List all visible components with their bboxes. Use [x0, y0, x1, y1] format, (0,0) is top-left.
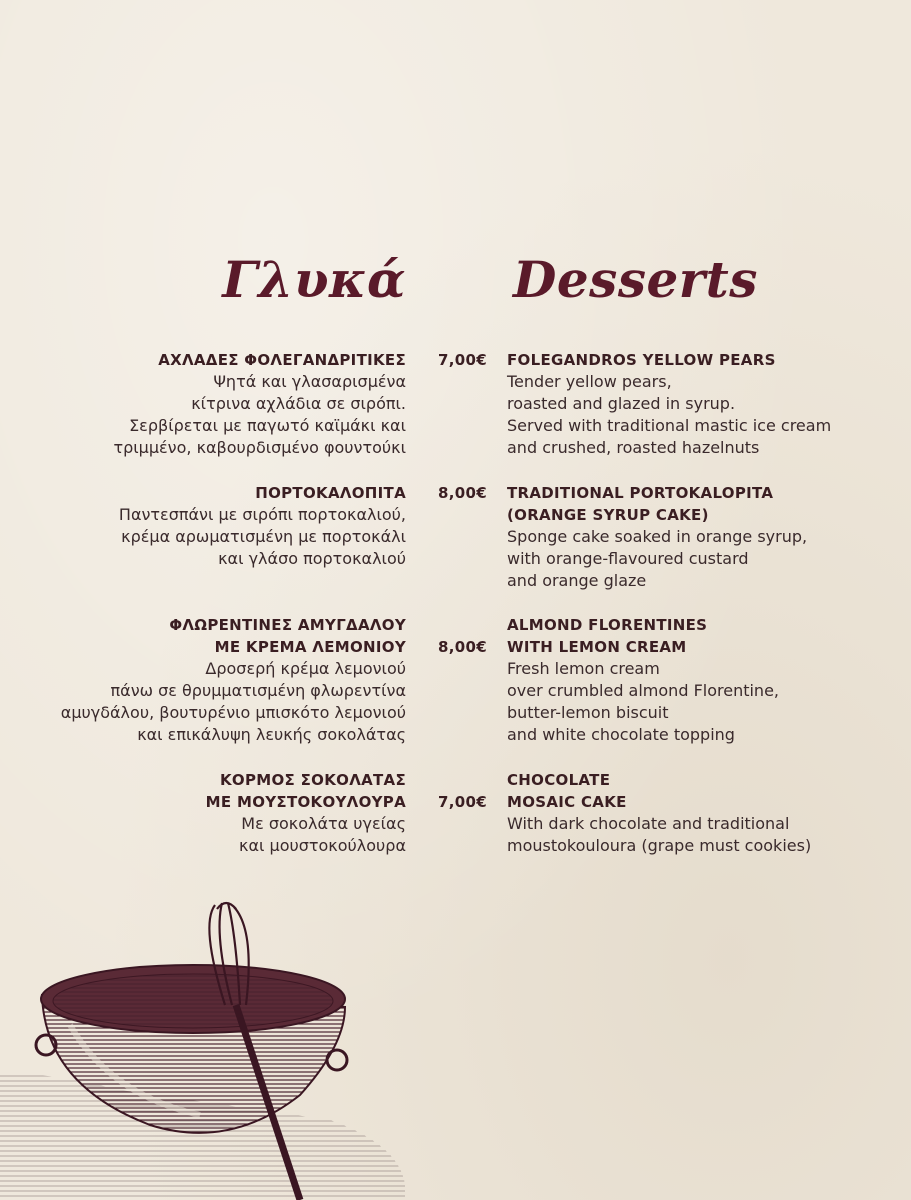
- item-desc: moustokouloura (grape must cookies): [507, 836, 812, 855]
- item-desc: roasted and glazed in syrup.: [507, 394, 736, 413]
- menu-item-english: [507, 482, 907, 592]
- item-title: TRADITIONAL PORTOKALOPITA: [507, 484, 774, 502]
- item-desc: and crushed, roasted hazelnuts: [507, 438, 760, 457]
- item-title: ALMOND FLORENTINES: [507, 616, 708, 634]
- price: 7,00€: [438, 793, 487, 811]
- item-desc: και μουστοκούλουρα: [239, 836, 406, 855]
- heading-greek: Γλυκά: [222, 250, 406, 309]
- menu-item-english: [507, 614, 907, 746]
- bowl-whisk-illustration: [0, 895, 420, 1200]
- item-desc: Δροσερή κρέμα λεμονιού: [205, 659, 406, 678]
- menu-item-price: [425, 349, 487, 371]
- item-desc: with orange-flavoured custard: [507, 549, 749, 568]
- menu-item-price: [425, 791, 487, 813]
- item-title: ΜΕ ΚΡΕΜΑ ΛΕΜΟΝΙΟΥ: [214, 638, 406, 656]
- menu-item-greek: [0, 482, 406, 570]
- menu-item-english: [507, 349, 907, 459]
- item-desc: και γλάσο πορτοκαλιού: [218, 549, 406, 568]
- item-title: ΑΧΛΑΔΕΣ ΦΟΛΕΓΑΝΔΡΙΤΙΚΕΣ: [158, 351, 406, 369]
- item-desc: Served with traditional mastic ice cream: [507, 416, 832, 435]
- menu-item-english: [507, 769, 907, 857]
- menu-item-greek: [0, 614, 406, 746]
- item-desc: Ψητά και γλασαρισμένα: [213, 372, 406, 391]
- item-desc: και επικάλυψη λευκής σοκολάτας: [137, 725, 406, 744]
- price: 8,00€: [438, 484, 487, 502]
- item-title: CHOCOLATE: [507, 771, 611, 789]
- item-title: ΚΟΡΜΟΣ ΣΟΚΟΛΑΤΑΣ: [220, 771, 406, 789]
- item-title: ΠΟΡΤΟΚΑΛΟΠΙΤΑ: [255, 484, 406, 502]
- item-desc: Με σοκολάτα υγείας: [241, 814, 406, 833]
- menu-item-price: [425, 636, 487, 658]
- item-desc: Tender yellow pears,: [507, 372, 672, 391]
- item-desc: and orange glaze: [507, 571, 647, 590]
- item-desc: αμυγδάλου, βουτυρένιο μπισκότο λεμονιού: [60, 703, 406, 722]
- item-desc: butter-lemon biscuit: [507, 703, 669, 722]
- item-title: WITH LEMON CREAM: [507, 638, 687, 656]
- menu-item-greek: [0, 349, 406, 459]
- price: 7,00€: [438, 351, 487, 369]
- menu-item-price: [425, 482, 487, 504]
- item-desc: over crumbled almond Florentine,: [507, 681, 779, 700]
- heading-english: Desserts: [513, 250, 758, 309]
- item-desc: κίτρινα αχλάδια σε σιρόπι.: [191, 394, 406, 413]
- item-title: (ORANGE SYRUP CAKE): [507, 506, 709, 524]
- item-title: MOSAIC CAKE: [507, 793, 627, 811]
- bowl-handle-right: [327, 1050, 347, 1070]
- price: 8,00€: [438, 638, 487, 656]
- item-desc: With dark chocolate and traditional: [507, 814, 790, 833]
- item-title: ΜΕ ΜΟΥΣΤΟΚΟΥΛΟΥΡΑ: [205, 793, 406, 811]
- item-title: FOLEGANDROS YELLOW PEARS: [507, 351, 776, 369]
- menu-item-greek: [0, 769, 406, 857]
- item-title: ΦΛΩΡΕΝΤΙΝΕΣ ΑΜΥΓΔΑΛΟΥ: [169, 616, 406, 634]
- item-desc: πάνω σε θρυμματισμένη φλωρεντίνα: [110, 681, 406, 700]
- item-desc: and white chocolate topping: [507, 725, 735, 744]
- item-desc: τριμμένο, καβουρδισμένο φουντούκι: [113, 438, 406, 457]
- item-desc: Σερβίρεται με παγωτό καϊμάκι και: [129, 416, 406, 435]
- item-desc: Fresh lemon cream: [507, 659, 660, 678]
- item-desc: Sponge cake soaked in orange syrup,: [507, 527, 808, 546]
- item-desc: Παντεσπάνι με σιρόπι πορτοκαλιού,: [118, 505, 406, 524]
- item-desc: κρέμα αρωματισμένη με πορτοκάλι: [121, 527, 406, 546]
